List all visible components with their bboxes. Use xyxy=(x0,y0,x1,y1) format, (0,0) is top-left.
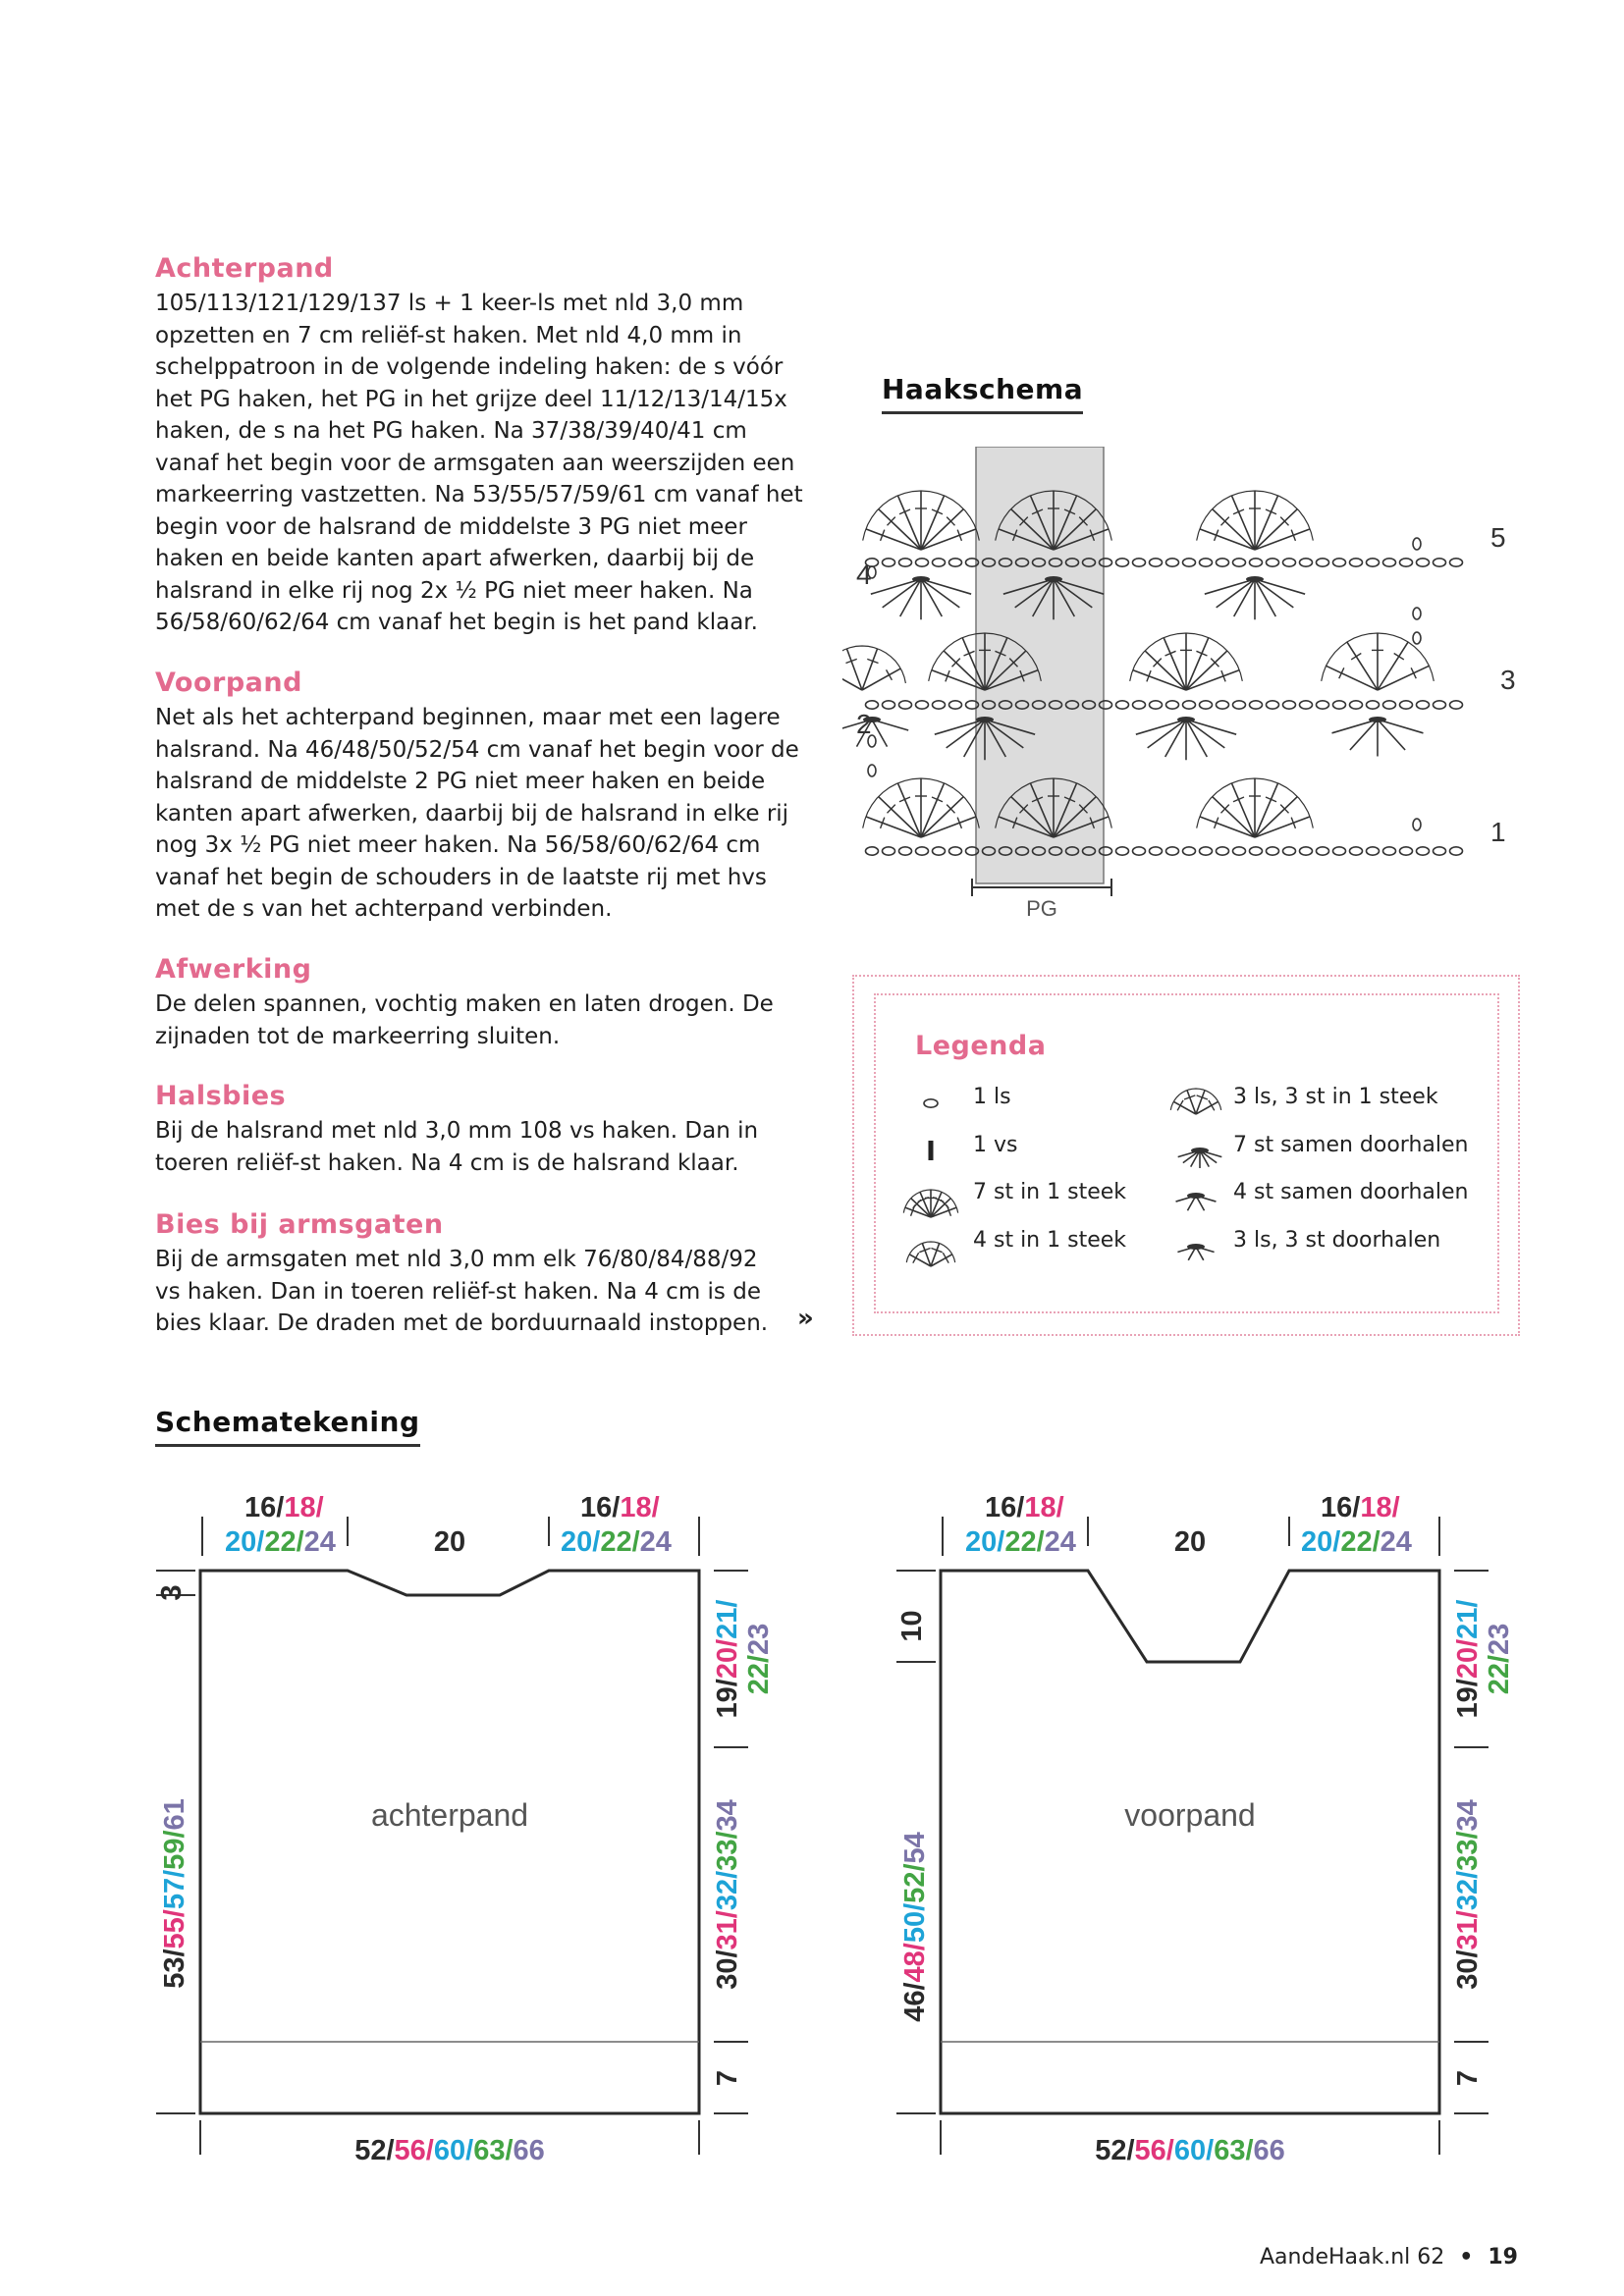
measure-part: 24 xyxy=(639,1526,672,1558)
chain-icon xyxy=(1166,559,1179,566)
section-body: 105/113/121/129/137 ls + 1 keer-ls met nld 3,0 mm opzetten en 7 cm reliëf-st haken. Met nld 4,0 mm in schelppatroon in de volgende indeling haken: de s vóór het PG haken, het PG in het grijze deel 11/12/13/14/15x haken, de s na het PG haken. Na 37/38/39/40/41 cm vanaf het begin voor de armsgaten aan weerszijden een markeerring vastzetten. Na 53/55/57/59/61 cm vanaf het begin voor de halsrand de middelste 3 PG niet meer haken en beide kanten apart afwerken, daarbij bij de halsrand in elke rij nog 2x ½ PG niet meer haken. Na 56/58/60/62/64 cm vanaf het begin is het pand klaar. xyxy=(155,291,803,635)
measure-part: 32/ xyxy=(1452,1870,1484,1911)
chain-icon xyxy=(916,559,929,566)
chain-icon xyxy=(1450,701,1463,709)
section-body: Net als het achterpand beginnen, maar met een lagere halsrand. Na 46/48/50/52/54 cm vanaf het begin voor de halsrand de middelste 2 PG niet meer haken en beide kanten apart afwerken, daarbij bij de halsrand in elke rij nog 3x ½ PG niet meer haken. Na 56/58/60/62/64 cm vanaf het begin de schouders in de laatste rij met hvs met de s van het achterpand verbinden. xyxy=(155,705,799,922)
chain-icon xyxy=(1317,847,1329,855)
measure-part: 55/ xyxy=(159,1909,190,1949)
chain-icon xyxy=(1350,847,1363,855)
schematic-drawings xyxy=(0,1463,1624,2189)
measure-part: 54 xyxy=(899,1832,931,1864)
measure-part: 24 xyxy=(303,1526,336,1558)
measure-part: 30/ xyxy=(712,1949,743,1990)
stitch-tick xyxy=(1209,1100,1215,1110)
chain-icon xyxy=(1383,847,1396,855)
measure-part: 20/ xyxy=(1452,1638,1484,1680)
measure-part: 22/ xyxy=(1004,1526,1045,1558)
measure-part: 24 xyxy=(1044,1526,1076,1558)
chain-icon xyxy=(1317,701,1329,709)
measure-label xyxy=(1452,1799,1484,1990)
stitch-tick xyxy=(1394,654,1404,660)
measure-part: 59/ xyxy=(159,1830,190,1870)
cluster-4-icon xyxy=(1176,1193,1217,1210)
measure-part: 63/ xyxy=(473,2135,514,2166)
chain-icon xyxy=(1116,559,1129,566)
stitch-stroke xyxy=(1186,651,1227,690)
chain-icon xyxy=(916,847,929,855)
measure-part: 63/ xyxy=(1214,2135,1254,2166)
row-number: 3 xyxy=(1500,665,1516,695)
measure-part: 31/ xyxy=(712,1910,743,1950)
chain-icon xyxy=(1367,559,1380,566)
measure-label xyxy=(743,1624,775,1695)
chain-icon xyxy=(1233,559,1246,566)
stitch-stroke xyxy=(921,509,963,550)
measure-part: 46/ xyxy=(899,1982,931,2022)
measure-label xyxy=(1321,1492,1400,1523)
measure-part: 52/ xyxy=(1095,2135,1135,2166)
measure-part: 18/ xyxy=(1360,1492,1400,1523)
shell-icon xyxy=(1130,633,1243,690)
chain-icon xyxy=(1300,847,1313,855)
chain-icon xyxy=(1250,559,1263,566)
measure-part: 20/ xyxy=(561,1526,601,1558)
chain-icon xyxy=(1434,559,1446,566)
stitch-stroke xyxy=(1213,797,1255,837)
footer-bullet: • xyxy=(1459,2245,1474,2269)
chain-icon xyxy=(1283,701,1296,709)
measure-part: 20/ xyxy=(1301,1526,1341,1558)
section-title: Bies bij armsgaten xyxy=(155,1209,444,1240)
rib-height: 7 xyxy=(712,2069,743,2087)
garment-outline xyxy=(941,1571,1439,2113)
chain-icon xyxy=(1367,701,1380,709)
chain-icon xyxy=(1417,701,1430,709)
cluster-top xyxy=(1045,576,1062,582)
measure-label xyxy=(1095,2135,1285,2166)
measure-part: 31/ xyxy=(1452,1910,1484,1950)
chain-icon xyxy=(1434,847,1446,855)
measure-part: 57/ xyxy=(159,1869,190,1910)
rib-height: 7 xyxy=(1452,2069,1484,2087)
measure-part: 56/ xyxy=(1134,2135,1174,2166)
cluster-top xyxy=(1246,576,1264,582)
chain-icon xyxy=(1166,847,1179,855)
chain-icon xyxy=(1133,559,1146,566)
legend-title: Legenda xyxy=(915,1031,1047,1061)
measure-label xyxy=(985,1492,1064,1523)
section-body: Bij de armsgaten met nld 3,0 mm elk 76/80/84/88/92 vs haken. Dan in toeren reliëf-st haken. Na 4 cm is de bies klaar. De draden met de borduurnaald instoppen. xyxy=(155,1247,769,1336)
measure-label xyxy=(899,1832,931,2022)
chain-icon xyxy=(1413,538,1421,550)
chain-icon xyxy=(1200,559,1213,566)
chain-icon xyxy=(1283,847,1296,855)
haakschema-title: Haakschema xyxy=(882,373,1083,414)
legend-label: 7 st samen doorhalen xyxy=(1233,1133,1469,1157)
measure-label xyxy=(1452,1600,1484,1719)
measure-label xyxy=(244,1492,324,1523)
stitch-tick xyxy=(1177,1100,1183,1110)
footer xyxy=(1260,2245,1518,2269)
chain-icon xyxy=(1183,559,1196,566)
section-body: De delen spannen, vochtig maken en laten drogen. De zijnaden tot de markeerring sluiten. xyxy=(155,991,774,1049)
row-number: 5 xyxy=(1490,522,1506,553)
section-afwerking xyxy=(155,954,813,1052)
shell-icon xyxy=(863,491,980,550)
row-number: 1 xyxy=(1490,817,1506,847)
neck-depth: 10 xyxy=(896,1610,928,1642)
measure-part: 21/ xyxy=(712,1599,743,1639)
measure-part: 19/ xyxy=(712,1679,743,1719)
measure-part: 18/ xyxy=(284,1492,324,1523)
chain-icon xyxy=(1183,847,1196,855)
chain-icon xyxy=(1267,559,1279,566)
chain-icon xyxy=(1400,701,1413,709)
chain-icon xyxy=(1400,847,1413,855)
shell-icon xyxy=(1197,491,1314,550)
chain-icon xyxy=(883,559,895,566)
shell-icon xyxy=(842,646,905,690)
stitch-stroke xyxy=(1145,651,1186,690)
chain-3-shell-icon xyxy=(1170,1089,1220,1114)
section-title: Afwerking xyxy=(155,954,312,985)
stitch-tick xyxy=(943,1253,948,1262)
shell-7-icon xyxy=(903,1190,957,1217)
chain-icon xyxy=(1413,608,1421,619)
row-number: 4 xyxy=(856,560,872,590)
measure-part: 33/ xyxy=(1452,1831,1484,1871)
cluster-top xyxy=(976,717,994,722)
chain-icon xyxy=(1333,559,1346,566)
stitch-stroke xyxy=(883,579,921,608)
stitch-stroke xyxy=(921,579,959,608)
chain-icon xyxy=(949,559,962,566)
chain-icon xyxy=(1283,559,1296,566)
measure-part: 21/ xyxy=(1452,1599,1484,1639)
schematekening-title: Schematekening xyxy=(155,1406,420,1447)
measure-part: 18/ xyxy=(1024,1492,1064,1523)
cluster-icon xyxy=(1136,717,1236,760)
chain-icon xyxy=(933,559,946,566)
chain-icon xyxy=(1333,701,1346,709)
measure-part: 16/ xyxy=(244,1492,285,1523)
measure-part: 48/ xyxy=(899,1943,931,1983)
measure-part: 16/ xyxy=(580,1492,621,1523)
measure-part: 61 xyxy=(159,1798,190,1831)
measure-part: 56/ xyxy=(394,2135,434,2166)
measure-part: 23 xyxy=(743,1623,775,1655)
chain-icon xyxy=(1233,701,1246,709)
chain-icon xyxy=(1233,847,1246,855)
legend-label: 3 ls, 3 st in 1 steek xyxy=(1233,1085,1438,1109)
stitch-stroke xyxy=(879,797,921,837)
chain-icon xyxy=(1434,701,1446,709)
measure-part: 22/ xyxy=(1340,1526,1380,1558)
chain-icon xyxy=(933,847,946,855)
cluster-icon xyxy=(871,576,971,619)
measure-part: 24 xyxy=(1380,1526,1412,1558)
pg-label: PG xyxy=(1026,896,1057,921)
neck-depth: 3 xyxy=(156,1584,188,1601)
garment-outline xyxy=(200,1571,699,2113)
chain-icon xyxy=(868,765,876,776)
measure-part: 20/ xyxy=(225,1526,265,1558)
chain-icon xyxy=(1383,701,1396,709)
chain-icon xyxy=(1217,559,1229,566)
chain-icon xyxy=(1350,559,1363,566)
measure-part: 22/ xyxy=(743,1654,775,1695)
stitch-stroke xyxy=(846,649,862,690)
chain-icon xyxy=(1116,701,1129,709)
stitch-tick xyxy=(887,669,893,679)
chain-icon xyxy=(883,701,895,709)
measure-part: 32/ xyxy=(712,1870,743,1911)
measure-label xyxy=(712,1799,743,1990)
chain-icon xyxy=(1133,701,1146,709)
section-achterpand xyxy=(155,253,813,639)
chain-icon xyxy=(924,1099,938,1107)
chain-3-cluster-icon xyxy=(1177,1244,1214,1260)
chain-icon xyxy=(899,701,912,709)
chain-icon xyxy=(1250,701,1263,709)
cluster-top xyxy=(1191,1148,1209,1153)
measure-part: 66 xyxy=(1253,2135,1285,2166)
measure-label xyxy=(1301,1526,1412,1558)
chain-icon xyxy=(1133,847,1146,855)
piece-label: voorpand xyxy=(1124,1797,1256,1833)
section-voorpand xyxy=(155,667,813,926)
chain-icon xyxy=(1413,819,1421,830)
chain-icon xyxy=(1250,847,1263,855)
stitch-stroke xyxy=(1186,720,1224,748)
page-number: 19 xyxy=(1488,2245,1518,2269)
measure-part: 18/ xyxy=(620,1492,660,1523)
chain-icon xyxy=(949,847,962,855)
cluster-top xyxy=(1187,1193,1205,1199)
measure-part: 16/ xyxy=(985,1492,1025,1523)
measure-part: 53/ xyxy=(159,1949,190,1989)
chain-icon xyxy=(1166,701,1179,709)
measure-part: 30/ xyxy=(1452,1949,1484,1990)
stitch-tick xyxy=(1351,654,1361,660)
measure-part: 60/ xyxy=(433,2135,474,2166)
cluster-top xyxy=(1177,717,1195,722)
neck-width: 20 xyxy=(1173,1526,1207,1558)
legend-label: 3 ls, 3 st doorhalen xyxy=(1233,1228,1441,1253)
chain-icon xyxy=(1417,559,1430,566)
measure-part: 20/ xyxy=(965,1526,1005,1558)
measure-part: 33/ xyxy=(712,1831,743,1871)
stitch-stroke xyxy=(1217,579,1255,608)
stitch-stroke xyxy=(1255,579,1293,608)
chain-icon xyxy=(1300,701,1313,709)
legend-title-wrap xyxy=(915,1031,1046,1061)
chain-icon xyxy=(1350,701,1363,709)
legend-label: 1 ls xyxy=(973,1085,1011,1109)
stitch-stroke xyxy=(1213,509,1255,550)
legend-label: 4 st in 1 steek xyxy=(973,1228,1127,1253)
stitch-stroke xyxy=(1255,509,1297,550)
chain-icon xyxy=(1333,847,1346,855)
chain-icon xyxy=(1150,559,1163,566)
chain-icon xyxy=(899,847,912,855)
chain-icon xyxy=(1217,847,1229,855)
legend-label: 7 st in 1 steek xyxy=(973,1180,1127,1204)
chain-icon xyxy=(1450,559,1463,566)
chain-icon xyxy=(1183,701,1196,709)
chain-icon xyxy=(883,847,895,855)
stitch-stroke xyxy=(879,509,921,550)
measure-part: 34 xyxy=(712,1799,743,1832)
chain-icon xyxy=(866,847,879,855)
cluster-7-icon xyxy=(1178,1148,1222,1168)
measure-part: 50/ xyxy=(899,1902,931,1944)
chain-icon xyxy=(1267,701,1279,709)
stitch-tick xyxy=(913,1253,919,1262)
row-number: 2 xyxy=(856,709,872,739)
measure-part: 23 xyxy=(1484,1623,1515,1655)
measure-label xyxy=(225,1526,336,1558)
chain-icon xyxy=(916,701,929,709)
measure-part: 20/ xyxy=(712,1638,743,1680)
measure-label xyxy=(561,1526,672,1558)
measure-part: 60/ xyxy=(1173,2135,1215,2166)
measure-part: 22/ xyxy=(264,1526,304,1558)
chain-icon xyxy=(1116,847,1129,855)
chain-icon xyxy=(1367,847,1380,855)
measure-part: 66 xyxy=(513,2135,545,2166)
chain-icon xyxy=(1150,847,1163,855)
shell-arc xyxy=(906,1242,954,1262)
chain-icon xyxy=(899,559,912,566)
measure-label xyxy=(1484,1624,1515,1695)
measure-part: 16/ xyxy=(1321,1492,1361,1523)
magazine-name: AandeHaak.nl 62 xyxy=(1260,2245,1445,2269)
chain-icon xyxy=(1317,559,1329,566)
cluster-top xyxy=(1369,717,1386,722)
shell-icon xyxy=(1197,778,1314,837)
legend-label: 4 st samen doorhalen xyxy=(1233,1180,1469,1204)
stitch-stroke xyxy=(862,668,900,690)
shell-icon xyxy=(1322,633,1435,690)
section-title: Halsbies xyxy=(155,1081,287,1111)
section-title: Achterpand xyxy=(155,253,334,284)
section-armsgaten xyxy=(155,1209,788,1340)
shell-icon xyxy=(863,778,980,837)
measure-label xyxy=(159,1798,190,1989)
cluster-icon xyxy=(1205,576,1305,619)
cluster-top xyxy=(1187,1244,1205,1250)
chain-icon xyxy=(1217,701,1229,709)
chain-icon xyxy=(949,701,962,709)
neck-width: 20 xyxy=(433,1526,466,1558)
stitch-stroke xyxy=(1148,720,1186,748)
chain-icon xyxy=(1200,847,1213,855)
chain-icon xyxy=(866,701,879,709)
continue-mark: » xyxy=(797,1304,814,1333)
chain-icon xyxy=(1150,701,1163,709)
chain-icon xyxy=(1300,559,1313,566)
measure-label xyxy=(965,1526,1076,1558)
section-halsbies xyxy=(155,1081,813,1179)
measure-part: 22/ xyxy=(600,1526,640,1558)
measure-part: 52/ xyxy=(899,1863,931,1903)
stitch-stroke xyxy=(862,649,878,690)
measure-part: 52/ xyxy=(354,2135,395,2166)
chain-icon xyxy=(1267,847,1279,855)
measure-part: 34 xyxy=(1452,1799,1484,1832)
shell-arc xyxy=(1170,1089,1220,1110)
measure-label xyxy=(354,2135,545,2166)
chain-icon xyxy=(1417,847,1430,855)
measure-part: 19/ xyxy=(1452,1679,1484,1719)
measure-label xyxy=(580,1492,660,1523)
cluster-icon xyxy=(1332,717,1424,757)
stitch-stroke xyxy=(842,668,862,690)
stitch-stroke xyxy=(1255,797,1297,837)
chain-icon xyxy=(1413,632,1421,644)
measure-label xyxy=(712,1600,743,1719)
chain-icon xyxy=(1200,701,1213,709)
chain-icon xyxy=(1383,559,1396,566)
crochet-chart xyxy=(842,447,1540,933)
piece-label: achterpand xyxy=(370,1797,529,1833)
section-body: Bij de halsrand met nld 3,0 mm 108 vs haken. Dan in toeren reliëf-st haken. Na 4 cm is de halsrand klaar. xyxy=(155,1118,759,1176)
shell-4-icon xyxy=(906,1242,954,1266)
legend-label: 1 vs xyxy=(973,1133,1018,1157)
cluster-top xyxy=(912,576,930,582)
section-title: Voorpand xyxy=(155,667,302,698)
measure-part: 22/ xyxy=(1484,1654,1515,1695)
chain-icon xyxy=(1450,847,1463,855)
stitch-stroke xyxy=(921,797,963,837)
chain-icon xyxy=(933,701,946,709)
chain-icon xyxy=(1400,559,1413,566)
